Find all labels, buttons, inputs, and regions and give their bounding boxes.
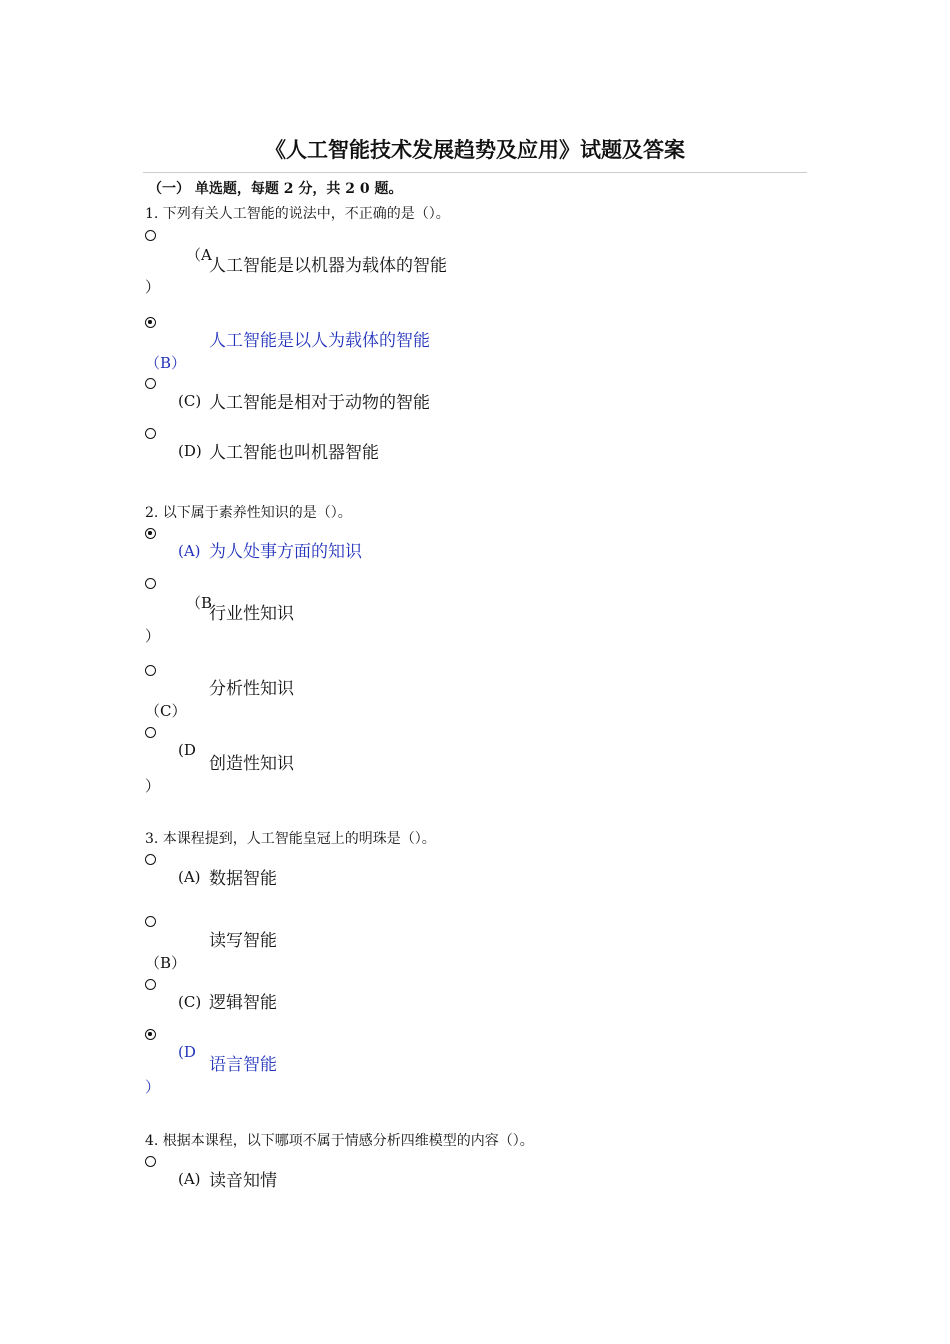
q2-option-d-text[interactable]: 创造性知识 [209, 754, 294, 774]
q2-option-b-label-close: ） [145, 627, 161, 645]
q3-option-c-radio[interactable] [145, 979, 156, 990]
q3-option-d-radio[interactable] [145, 1029, 156, 1040]
q3-option-b-label: （B） [145, 954, 187, 972]
q1-option-d-radio[interactable] [145, 428, 156, 439]
q3-option-d-label-close: ） [145, 1078, 161, 1096]
q3-option-a-radio[interactable] [145, 854, 156, 865]
question-2-text: 2. 以下属于素养性知识的是（）。 [145, 505, 352, 521]
q1-option-a-radio[interactable] [145, 230, 156, 241]
title-divider [143, 172, 807, 173]
q3-option-d-text[interactable]: 语言智能 [209, 1055, 277, 1075]
q1-option-a-label-close: ） [145, 278, 161, 296]
q3-option-c-label: (C) [178, 993, 202, 1011]
q4-option-a-text[interactable]: 读音知情 [209, 1171, 277, 1191]
q4-option-a-radio[interactable] [145, 1156, 156, 1167]
q1-option-b-text[interactable]: 人工智能是以人为载体的智能 [209, 331, 430, 351]
q2-option-d-label-open: (D [178, 741, 196, 759]
q1-option-b-label: （B） [145, 354, 187, 372]
section-header: （一） 单选题，每题 2 分，共 2 0 题。 [148, 181, 403, 197]
q3-option-a-label: (A) [178, 868, 201, 886]
q1-option-d-label: (D) [178, 442, 202, 460]
q1-option-a-text[interactable]: 人工智能是以机器为载体的智能 [209, 256, 447, 276]
question-4-text: 4. 根据本课程，以下哪项不属于情感分析四维模型的内容（）。 [145, 1133, 534, 1149]
q2-option-b-label-open: （B [186, 594, 213, 612]
q3-option-d-label-open: (D [178, 1043, 196, 1061]
q2-option-c-radio[interactable] [145, 665, 156, 676]
q2-option-d-radio[interactable] [145, 727, 156, 738]
q2-option-a-radio[interactable] [145, 528, 156, 539]
q1-option-a-label-open: （A [186, 246, 212, 264]
q1-option-c-label: (C) [178, 392, 202, 410]
q1-option-c-radio[interactable] [145, 378, 156, 389]
q2-option-a-label: (A) [178, 542, 201, 560]
q3-option-c-text[interactable]: 逻辑智能 [209, 993, 277, 1013]
q3-option-b-text[interactable]: 读写智能 [209, 931, 277, 951]
q3-option-b-radio[interactable] [145, 916, 156, 927]
question-1-text: 1. 下列有关人工智能的说法中，不正确的是（）。 [145, 206, 450, 222]
q2-option-c-text[interactable]: 分析性知识 [209, 679, 294, 699]
q1-option-d-text[interactable]: 人工智能也叫机器智能 [209, 443, 379, 463]
q2-option-c-label: （C） [145, 702, 187, 720]
q2-option-b-radio[interactable] [145, 578, 156, 589]
page-title: 《人工智能技术发展趋势及应用》试题及答案 [265, 137, 685, 162]
q2-option-a-text[interactable]: 为人处事方面的知识 [209, 542, 362, 562]
q2-option-d-label-close: ） [145, 777, 161, 795]
question-3-text: 3. 本课程提到，人工智能皇冠上的明珠是（）。 [145, 831, 436, 847]
q1-option-c-text[interactable]: 人工智能是相对于动物的智能 [209, 393, 430, 413]
q4-option-a-label: (A) [178, 1170, 201, 1188]
q2-option-b-text[interactable]: 行业性知识 [209, 604, 294, 624]
q3-option-a-text[interactable]: 数据智能 [209, 869, 277, 889]
q1-option-b-radio[interactable] [145, 317, 156, 328]
